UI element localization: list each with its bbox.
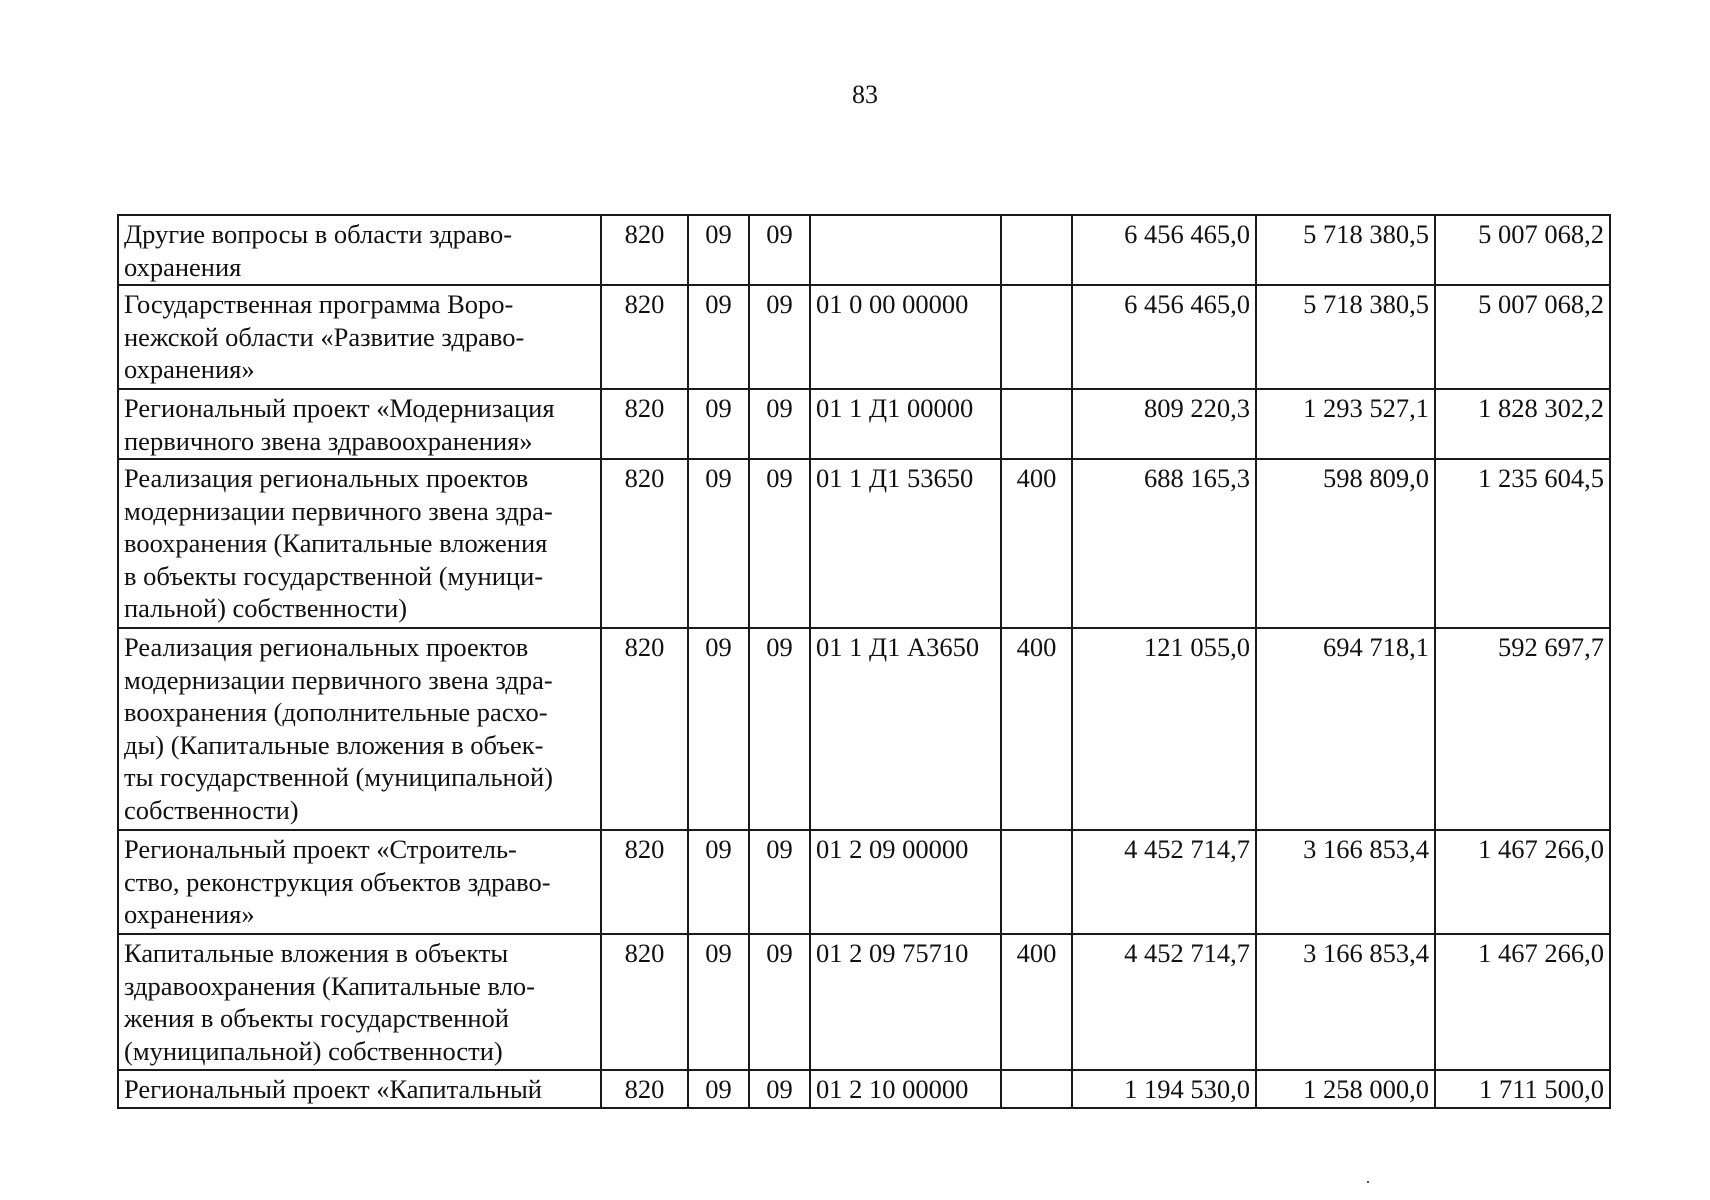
row-csr: 01 2 09 75710 [810, 934, 1001, 1070]
row-rz: 09 [688, 285, 749, 389]
table-row [118, 459, 1610, 628]
row-csr [810, 215, 1001, 285]
row-ved: 820 [601, 389, 688, 459]
row-csr: 01 1 Д1 А3650 [810, 628, 1001, 830]
row-amount-year1: 688 165,3 [1072, 459, 1256, 628]
row-ved: 820 [601, 830, 688, 934]
row-rz: 09 [688, 628, 749, 830]
row-pr: 09 [749, 389, 810, 459]
row-name: Региональный проект «Капитальный [118, 1070, 601, 1108]
row-amount-year3: 1 235 604,5 [1435, 459, 1610, 628]
row-name: Реализация региональных проектов модернизации первичного звена здра- воохранения (Капитальные вложения в объекты государственной (муници- пальной) собственности) [118, 459, 601, 628]
row-name: Государственная программа Воро- нежской области «Развитие здраво- охранения» [118, 285, 601, 389]
row-ved: 820 [601, 215, 688, 285]
row-amount-year2: 694 718,1 [1256, 628, 1435, 830]
table-row [118, 389, 1610, 459]
row-amount-year2: 1 293 527,1 [1256, 389, 1435, 459]
row-csr: 01 1 Д1 00000 [810, 389, 1001, 459]
row-pr: 09 [749, 215, 810, 285]
row-rz: 09 [688, 934, 749, 1070]
row-name: Региональный проект «Строитель- ство, реконструкция объектов здраво- охранения» [118, 830, 601, 934]
table-row [118, 285, 1610, 389]
row-amount-year1: 1 194 530,0 [1072, 1070, 1256, 1108]
row-vr [1001, 389, 1072, 459]
row-pr: 09 [749, 285, 810, 389]
row-name: Региональный проект «Модернизация первичного звена здравоохранения» [118, 389, 601, 459]
row-amount-year3: 5 007 068,2 [1435, 285, 1610, 389]
row-rz: 09 [688, 830, 749, 934]
row-amount-year2: 3 166 853,4 [1256, 934, 1435, 1070]
row-csr: 01 2 09 00000 [810, 830, 1001, 934]
row-vr: 400 [1001, 934, 1072, 1070]
row-amount-year3: 5 007 068,2 [1435, 215, 1610, 285]
row-amount-year2: 598 809,0 [1256, 459, 1435, 628]
row-rz: 09 [688, 389, 749, 459]
row-amount-year1: 4 452 714,7 [1072, 934, 1256, 1070]
table-row [118, 215, 1610, 285]
table-row [118, 628, 1610, 830]
page-number: 83 [852, 80, 878, 109]
row-amount-year3: 1 828 302,2 [1435, 389, 1610, 459]
budget-table [117, 214, 1611, 1109]
row-pr: 09 [749, 459, 810, 628]
row-vr [1001, 285, 1072, 389]
row-vr: 400 [1001, 459, 1072, 628]
row-rz: 09 [688, 1070, 749, 1108]
table-row [118, 934, 1610, 1070]
row-amount-year2: 5 718 380,5 [1256, 215, 1435, 285]
row-csr: 01 2 10 00000 [810, 1070, 1001, 1108]
row-amount-year1: 6 456 465,0 [1072, 285, 1256, 389]
row-rz: 09 [688, 459, 749, 628]
row-vr [1001, 215, 1072, 285]
row-pr: 09 [749, 934, 810, 1070]
row-ved: 820 [601, 628, 688, 830]
row-amount-year3: 1 467 266,0 [1435, 934, 1610, 1070]
row-amount-year3: 592 697,7 [1435, 628, 1610, 830]
row-amount-year1: 121 055,0 [1072, 628, 1256, 830]
row-csr: 01 0 00 00000 [810, 285, 1001, 389]
row-csr: 01 1 Д1 53650 [810, 459, 1001, 628]
row-vr [1001, 830, 1072, 934]
row-amount-year3: 1 467 266,0 [1435, 830, 1610, 934]
table-row [118, 1070, 1610, 1108]
row-amount-year1: 809 220,3 [1072, 389, 1256, 459]
row-ved: 820 [601, 934, 688, 1070]
row-name: Другие вопросы в области здраво- охранения [118, 215, 601, 285]
row-amount-year1: 4 452 714,7 [1072, 830, 1256, 934]
row-pr: 09 [749, 830, 810, 934]
scan-speck: · [1365, 1172, 1371, 1192]
row-pr: 09 [749, 1070, 810, 1108]
row-ved: 820 [601, 285, 688, 389]
row-amount-year2: 3 166 853,4 [1256, 830, 1435, 934]
row-pr: 09 [749, 628, 810, 830]
row-rz: 09 [688, 215, 749, 285]
table-row [118, 830, 1610, 934]
row-ved: 820 [601, 1070, 688, 1108]
row-vr: 400 [1001, 628, 1072, 830]
row-ved: 820 [601, 459, 688, 628]
row-amount-year2: 5 718 380,5 [1256, 285, 1435, 389]
row-name: Капитальные вложения в объекты здравоохранения (Капитальные вло- жения в объекты государственной (муниципальной) собственности) [118, 934, 601, 1070]
row-amount-year1: 6 456 465,0 [1072, 215, 1256, 285]
row-name: Реализация региональных проектов модернизации первичного звена здра- воохранения (дополнительные расхо- ды) (Капитальные вложения в объек- ты государственной (муниципальной) собственности) [118, 628, 601, 830]
row-vr [1001, 1070, 1072, 1108]
row-amount-year2: 1 258 000,0 [1256, 1070, 1435, 1108]
row-amount-year3: 1 711 500,0 [1435, 1070, 1610, 1108]
